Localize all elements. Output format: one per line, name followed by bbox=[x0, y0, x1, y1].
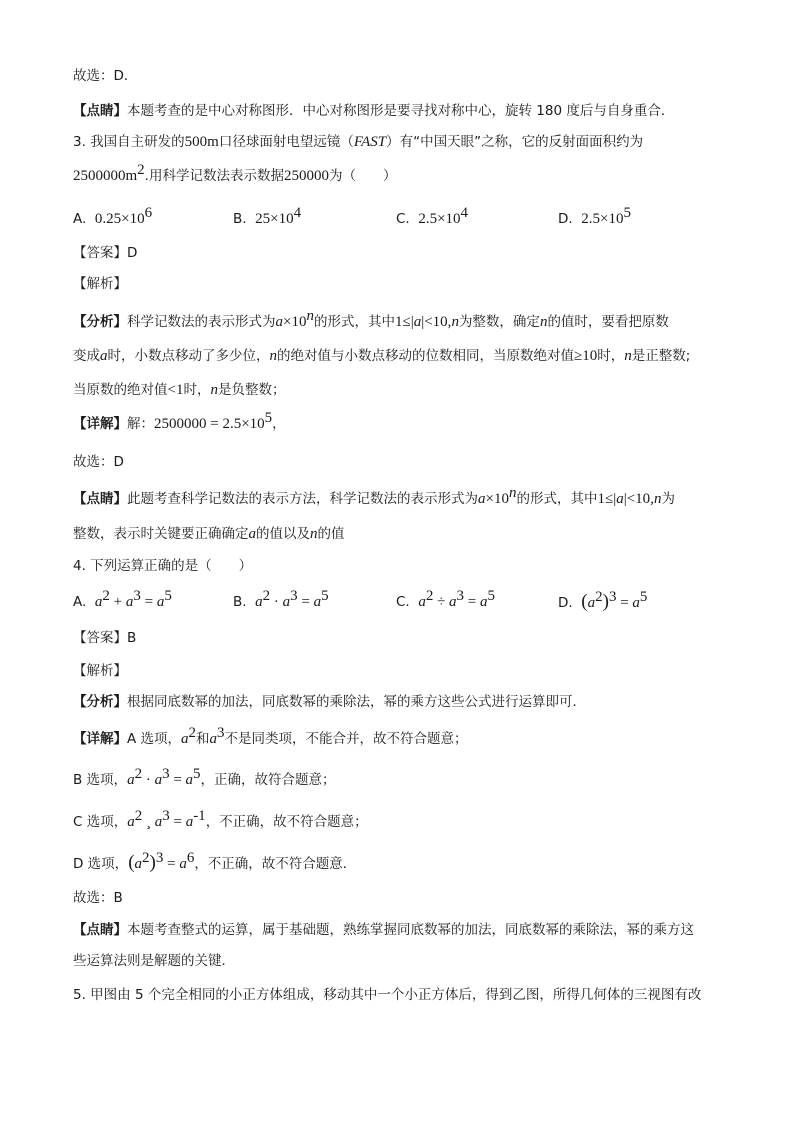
q3-option-d: D. $2.5\times 10^5$ bbox=[558, 205, 631, 227]
q4-stem: 4. 下列运算正确的是（ ） bbox=[73, 558, 253, 574]
q4-option-d: D. $(a^2)^3 = a^5$ bbox=[558, 589, 648, 612]
q4-option-b: B. $a^2 \cdot a^3 = a^5$ bbox=[233, 588, 329, 610]
q4-choice-line: 故选：B bbox=[73, 890, 123, 906]
q4-comment-line1: 【点睛】本题考查整式的运算，属于基础题，熟练掌握同底数幂的加法，同底数幂的乘除法，幂的乘方这 bbox=[73, 922, 694, 938]
q4-analysis-line: 【分析】根据同底数幂的加法，同底数幂的乘除法，幂的乘方这些公式进行运算即可． bbox=[73, 694, 586, 710]
q4-detail-d: D 选项，$(a^2)^3 = a^6$，不正确，故不符合题意． bbox=[73, 850, 357, 873]
q4-comment-line2: 些运算法则是解题的关键． bbox=[73, 953, 235, 969]
q3-options bbox=[73, 205, 734, 229]
q5-stem: 5. 甲图由 5 个完全相同的小正方体组成，移动其中一个小正方体后，得到乙图，所得几何体的三视图有改 bbox=[73, 987, 702, 1003]
q3-comment-line1: 【点睛】此题考查科学记数法的表示方法，科学记数法的表示形式为$a\times 10^n$的形式，其中1≤|a|<10,n为 bbox=[73, 485, 675, 507]
q4-options bbox=[73, 588, 734, 614]
q3-option-b: B. $25\times 10^4$ bbox=[233, 205, 302, 227]
q3-analysis-line2: 变成a时，小数点移动了多少位，n的绝对值与小数点移动的位数相同，当原数绝对值≥10时，n是正整数; bbox=[73, 348, 691, 364]
q3-stem-line2: $2500000m^2$.用科学记数法表示数据250000为（ ） bbox=[73, 162, 397, 184]
q2-comment-line: 【点睛】本题考查的是中心对称图形．中心对称图形是要寻找对称中心，旋转 180 度后与自身重合． bbox=[73, 103, 675, 119]
q3-answer: 【答案】D bbox=[73, 245, 138, 261]
q3-option-c: C. $2.5\times 10^4$ bbox=[396, 205, 469, 227]
q4-detail-a: 【详解】A 选项，$a^2$和$a^3$不是同类项，不能合并，故不符合题意； bbox=[73, 725, 468, 747]
q3-choice-line: 故选：D bbox=[73, 454, 124, 470]
q4-analysis-heading: 【解析】 bbox=[73, 663, 127, 679]
q4-detail-b: B 选项，$a^2 \cdot a^3 = a^5$，正确，故符合题意； bbox=[73, 766, 336, 788]
q3-comment-line2: 整数，表示时关键要正确确定a的值以及n的值 bbox=[73, 526, 345, 542]
q3-option-a: A. $0.25\times 10^6$ bbox=[73, 205, 153, 227]
q4-answer: 【答案】B bbox=[73, 630, 137, 646]
q4-option-a: A. $a^2 + a^3 = a^5$ bbox=[73, 588, 172, 610]
q2-choice-line: 故选：D． bbox=[73, 68, 138, 84]
q3-detail-line: 【详解】解：$2500000 = 2.5\times 10^5$， bbox=[73, 410, 286, 432]
q4-detail-c: C 选项，$a^2$ ¸ $a^3 = a^{-1}$，不正确，故不符合题意； bbox=[73, 808, 368, 830]
q3-analysis-heading: 【解析】 bbox=[73, 276, 127, 292]
q3-analysis-line3: 当原数的绝对值<1时，n是负整数； bbox=[73, 382, 286, 398]
q3-stem-line1: 3. 我国自主研发的500m口径球面射电望远镜（FAST）有“中国天眼”之称，它的反射面面积约为 bbox=[73, 134, 644, 150]
q3-analysis-line1: 【分析】科学记数法的表示形式为$a\times 10^n$的形式，其中1≤|a|<10,n为整数，确定n的值时，要看把原数 bbox=[73, 308, 669, 330]
q4-option-c: C. $a^2 \div a^3 = a^5$ bbox=[396, 588, 496, 610]
